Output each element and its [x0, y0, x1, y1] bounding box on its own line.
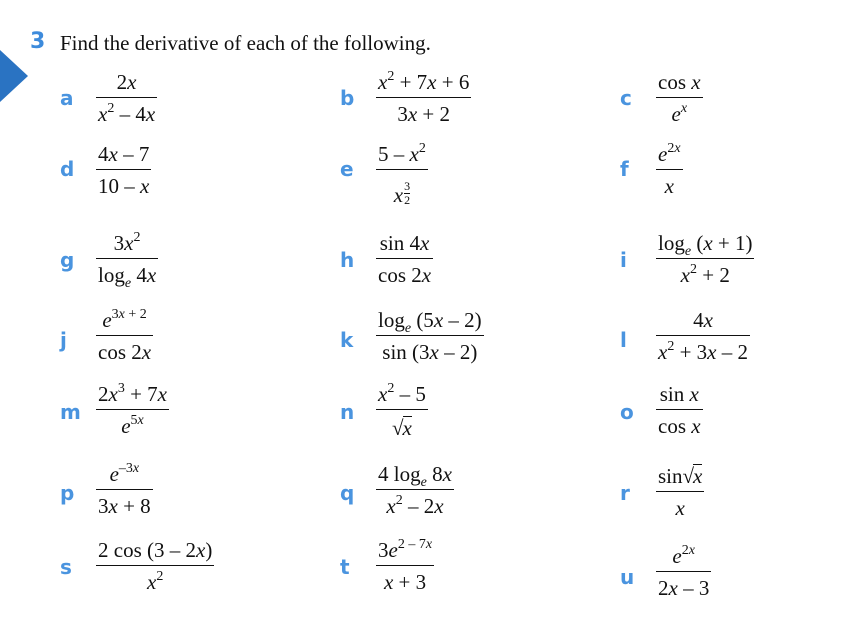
part-label-i: i: [620, 248, 627, 272]
expression-t: $3e^{2 - 7x}$ x + 3: [378, 537, 433, 594]
part-label-c: c: [620, 86, 632, 110]
part-label-m: m: [60, 400, 81, 424]
expression-q: 4 $\log_e 8x$ $x^2 - 2x$: [378, 462, 452, 518]
expression-e: $5 - x^2$ x $\frac{3}{2}$: [378, 141, 426, 207]
expression-a: 2x $x^2 - 4x$: [98, 70, 156, 126]
part-label-s: s: [60, 555, 72, 579]
expression-u: $e^{2x}$ 2x – 3: [658, 543, 710, 600]
expression-o: sin x cos x: [658, 382, 701, 438]
expression-g: $3x^2$ $\log_e 4x$: [98, 230, 157, 291]
part-label-j: j: [60, 328, 67, 352]
part-label-b: b: [340, 86, 355, 110]
part-label-h: h: [340, 248, 355, 272]
part-label-q: q: [340, 481, 355, 505]
part-label-p: p: [60, 481, 75, 505]
expression-r: sin√x x: [658, 464, 703, 520]
part-label-u: u: [620, 565, 635, 589]
expression-p: $e^{-3x}$ 3x + 8: [98, 461, 151, 518]
part-label-l: l: [620, 328, 627, 352]
expression-b: $x^2 + 7x + 6$ 3x + 2: [378, 69, 470, 126]
expression-i: $\log_e (x + 1)$ $x^2 + 2$: [658, 231, 753, 287]
expression-l: 4x $x^2 + 3x - 2$: [658, 308, 748, 364]
part-label-k: k: [340, 328, 354, 352]
part-label-f: f: [620, 157, 629, 181]
expression-n: $x^2 - 5$ √x: [378, 381, 426, 440]
expression-h: sin 4x cos 2x: [378, 231, 432, 287]
expression-m: $2x^3 + 7x$ $e^{5x}$: [98, 381, 167, 438]
part-label-n: n: [340, 400, 355, 424]
expression-f: $e^{2x}$ x: [658, 141, 681, 198]
expression-d: 4x – 7 10 – x: [98, 142, 150, 198]
part-label-e: e: [340, 157, 354, 181]
expression-k: $\log_e (5x - 2)$ sin (3x – 2): [378, 308, 482, 364]
question-number: 3: [30, 29, 46, 54]
part-label-o: o: [620, 400, 634, 424]
part-label-t: t: [340, 555, 350, 579]
expression-j: $e^{3x + 2}$ cos 2x: [98, 307, 152, 364]
part-label-g: g: [60, 248, 75, 272]
expression-c: cos x $e^x$: [658, 70, 701, 126]
question-text: Find the derivative of each of the following.: [60, 31, 431, 55]
expression-s: 2 cos (3 – 2x) $x^2$: [98, 538, 213, 594]
part-label-a: a: [60, 86, 74, 110]
part-label-r: r: [620, 481, 630, 505]
part-label-d: d: [60, 157, 75, 181]
section-marker-arrow: [0, 50, 28, 102]
